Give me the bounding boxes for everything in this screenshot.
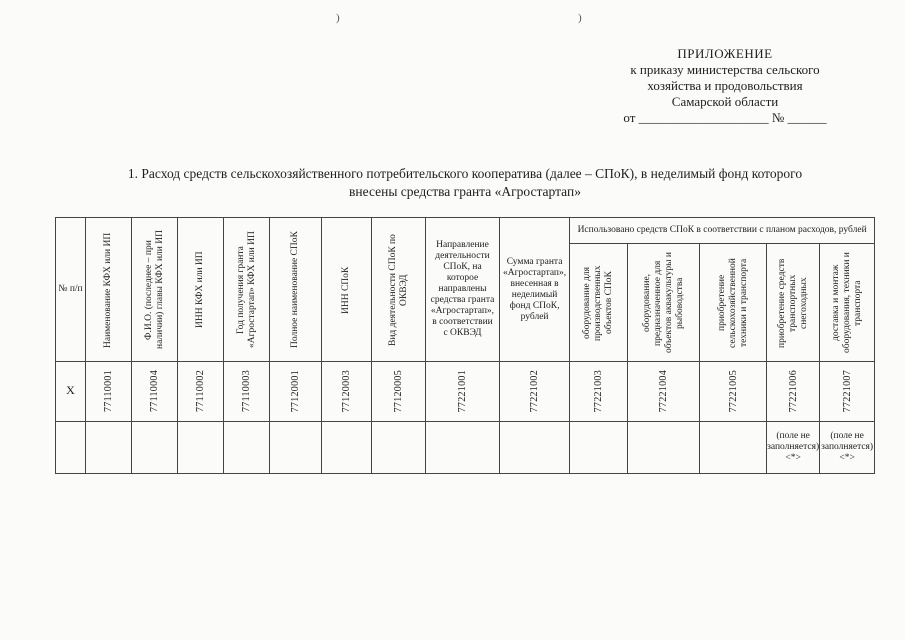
code-sub3: 77221005 bbox=[727, 370, 739, 413]
header-inn-spok-text: ИНН СПоК bbox=[341, 265, 351, 314]
empty-cell bbox=[270, 422, 322, 474]
code-okved: 77120005 bbox=[393, 370, 404, 413]
empty-cell bbox=[178, 422, 224, 474]
appendix-date-number: от ____________________ № ______ bbox=[623, 110, 827, 125]
appendix-line: хозяйства и продовольствия bbox=[647, 78, 803, 93]
header-grant-sum bbox=[500, 218, 570, 362]
header-sub4-text: приобретение средств транспортных снегоходных bbox=[776, 257, 809, 348]
header-sub4 bbox=[767, 244, 820, 362]
code-cell bbox=[56, 362, 86, 422]
code-sub2: 77221004 bbox=[658, 370, 670, 413]
note-sub5 bbox=[820, 422, 875, 474]
code-inn-spok: 77120003 bbox=[341, 370, 352, 413]
code-cell bbox=[820, 362, 875, 422]
empty-cell bbox=[628, 422, 700, 474]
header-grant-sum-text: Сумма гранта «Агростартап», внесенная в неделимый фонд СПоК, рублей bbox=[503, 256, 567, 322]
empty-cell bbox=[426, 422, 500, 474]
note-sub4 bbox=[767, 422, 820, 474]
header-sub1-text: оборудование для производственных объектов СПоК bbox=[582, 264, 615, 341]
header-okved-text: Вид деятельности СПоК по ОКВЭД bbox=[387, 233, 409, 346]
code-cell bbox=[570, 362, 628, 422]
code-spok-name: 77120001 bbox=[290, 370, 301, 413]
header-inn-kfh-text: ИНН КФХ или ИП bbox=[195, 251, 205, 328]
code-cell bbox=[372, 362, 426, 422]
empty-cell bbox=[372, 422, 426, 474]
header-kfh-name-text: Наименование КФХ или ИП bbox=[103, 231, 113, 348]
heading-line: 1. Расход средств сельскохозяйственного потребительского кооператива (далее – СПоК), в неделимый фонд которого bbox=[127, 166, 803, 181]
code-sub4: 77221006 bbox=[787, 370, 799, 413]
header-sub5-text: доставка и монтаж оборудования, техники и транспорта bbox=[830, 252, 863, 353]
header-fio bbox=[132, 218, 178, 362]
header-direction bbox=[426, 218, 500, 362]
code-grant-year: 77110003 bbox=[241, 370, 252, 413]
code-cell bbox=[426, 362, 500, 422]
code-cell bbox=[500, 362, 570, 422]
stray-mark-left: ) bbox=[336, 12, 340, 24]
code-direction: 77221001 bbox=[457, 370, 468, 413]
code-kfh-name: 77110001 bbox=[103, 370, 114, 413]
empty-cell bbox=[570, 422, 628, 474]
empty-cell bbox=[322, 422, 372, 474]
appendix-block bbox=[560, 46, 890, 126]
header-inn-kfh bbox=[178, 218, 224, 362]
stray-mark-right: ) bbox=[578, 12, 582, 24]
empty-cell bbox=[500, 422, 570, 474]
section-heading bbox=[70, 165, 860, 201]
appendix-title: ПРИЛОЖЕНИЕ bbox=[677, 46, 773, 61]
code-sub1: 77221003 bbox=[593, 370, 605, 413]
appendix-line: Самарской области bbox=[671, 94, 779, 109]
header-sub2-text: оборудование, предназначенное для объектов аквакультуры и рыбоводства bbox=[641, 252, 685, 353]
header-grant-year-text: Год получения гранта «Агростартап» КФХ или ИП bbox=[235, 231, 257, 348]
note-sub5-text: (поле не заполняется) <*> bbox=[821, 431, 874, 463]
code-cell bbox=[86, 362, 132, 422]
code-cell bbox=[132, 362, 178, 422]
code-cell bbox=[224, 362, 270, 422]
code-num: X bbox=[66, 383, 75, 397]
code-cell bbox=[767, 362, 820, 422]
header-num bbox=[56, 218, 86, 362]
code-cell bbox=[322, 362, 372, 422]
empty-cell bbox=[224, 422, 270, 474]
header-sub2 bbox=[628, 244, 700, 362]
empty-cell bbox=[56, 422, 86, 474]
empty-cell bbox=[132, 422, 178, 474]
code-sub5: 77221007 bbox=[841, 370, 853, 413]
code-cell bbox=[178, 362, 224, 422]
code-cell bbox=[628, 362, 700, 422]
header-sub3-text: приобретение сельскохозяйственной техники и транспорта bbox=[716, 257, 749, 348]
code-grant-sum: 77221002 bbox=[529, 370, 541, 413]
header-sub1 bbox=[570, 244, 628, 362]
header-spok-name-text: Полное наименование СПоК bbox=[290, 231, 300, 348]
header-kfh-name bbox=[86, 218, 132, 362]
header-sub5 bbox=[820, 244, 875, 362]
header-grant-year bbox=[224, 218, 270, 362]
header-used-group bbox=[570, 218, 875, 244]
header-direction-text: Направление деятельности СПоК, на которое направлены средства гранта «Агростартап», в соответствии с ОКВЭД bbox=[430, 240, 495, 338]
note-sub4-text: (поле не заполняется) <*> bbox=[767, 431, 820, 463]
header-fio-text: Ф.И.О. (последнее – при наличии) главы КФХ или ИП bbox=[143, 230, 165, 349]
header-num-text: № п/п bbox=[58, 284, 83, 294]
header-sub3 bbox=[700, 244, 767, 362]
header-used-group-text: Использовано средств СПоК в соответствии с планом расходов, рублей bbox=[577, 225, 867, 235]
appendix-line: к приказу министерства сельского bbox=[630, 62, 820, 77]
empty-cell bbox=[700, 422, 767, 474]
header-inn-spok bbox=[322, 218, 372, 362]
code-cell bbox=[270, 362, 322, 422]
heading-line: внесены средства гранта «Агростартап» bbox=[349, 184, 581, 199]
code-inn-kfh: 77110002 bbox=[195, 370, 206, 413]
header-okved bbox=[372, 218, 426, 362]
empty-cell bbox=[86, 422, 132, 474]
header-spok-name bbox=[270, 218, 322, 362]
code-fio: 77110004 bbox=[149, 370, 160, 413]
code-cell bbox=[700, 362, 767, 422]
expense-table bbox=[55, 217, 875, 474]
